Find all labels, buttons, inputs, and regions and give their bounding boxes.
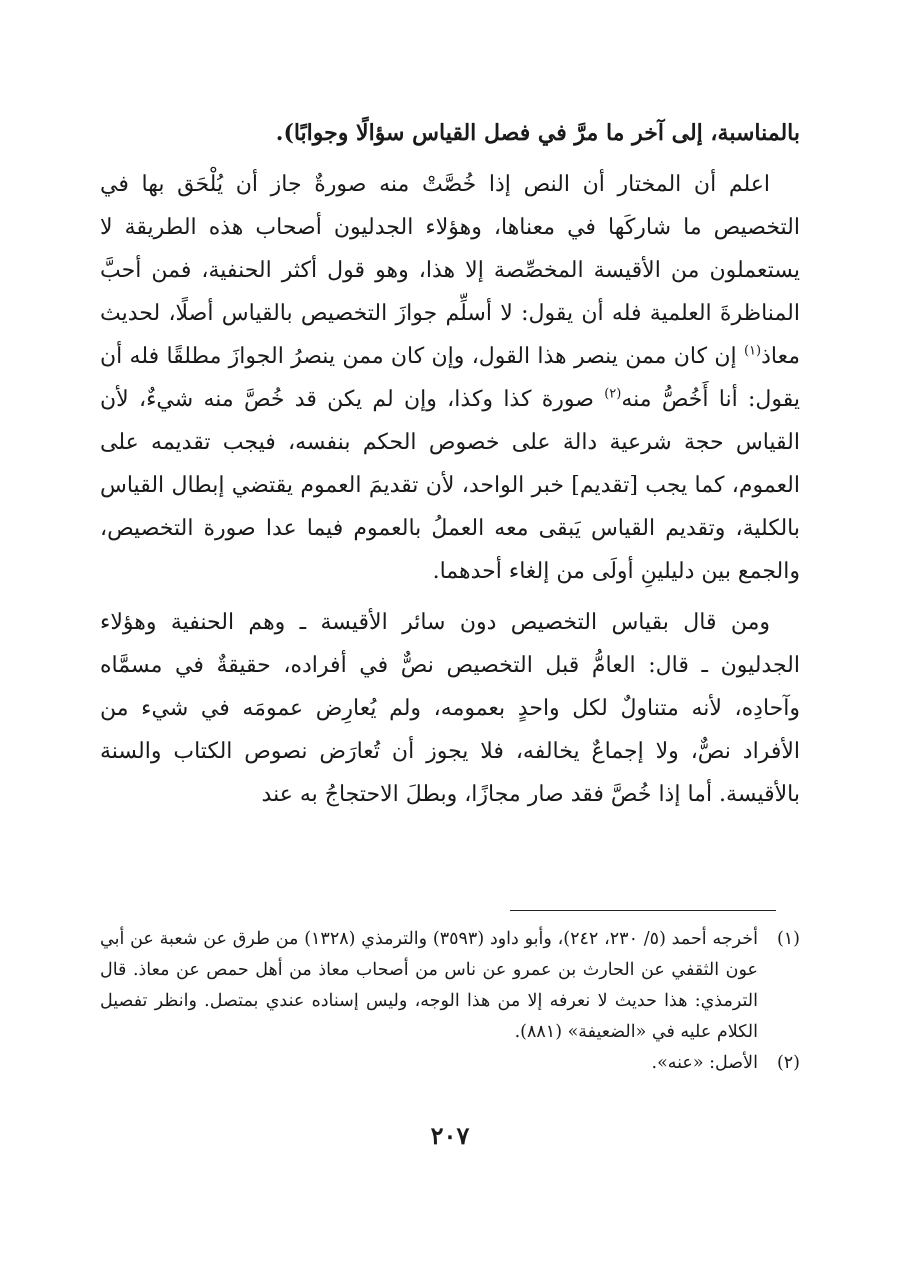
footnote-1-text: أخرجه أحمد (٥/ ٢٣٠، ٢٤٢)، وأبو داود (٣٥٩٣) والترمذي (١٣٢٨) من طرق عن شعبة عن أبي عون الثقفي عن الحارث بن عمرو عن ناس من أصحاب معاذ من أهل حمص عن معاذ. قال الترمذي: هذا حديث لا نعرفه إلا من هذا الوجه، وليس إسناده عندي بمتصل. وانظر تفصيل الكلام عليه في «الضعيفة» (٨٨١). bbox=[100, 929, 758, 1042]
main-text bbox=[100, 112, 800, 824]
paragraph-3 bbox=[100, 601, 800, 816]
paragraph-2 bbox=[100, 163, 800, 593]
footnote-ref-2: (٢) bbox=[604, 386, 622, 402]
paragraph-continuation bbox=[100, 112, 800, 155]
footnote-2-number: (٢) bbox=[776, 1053, 800, 1073]
footnote-2-text: الأصل: «عنه». bbox=[651, 1053, 758, 1073]
paragraph-1-text: بالمناسبة، إلى آخر ما مرَّ في فصل القياس سؤالًا وجوابًا). bbox=[275, 120, 800, 146]
paragraph-3-text: ومن قال بقياس التخصيص دون سائر الأقيسة ـ وهم الحنفية وهؤلاء الجدليون ـ قال: العامُّ قبل التخصيص نصٌّ في أفراده، حقيقةٌ في مسمَّاه وآحادِه، لأنه متناولٌ لكل واحدٍ بعمومه، ولم يُعارِض عمومَه في شيء من الأفراد نصٌّ، ولا إجماعٌ يخالفه، فلا يجوز أن تُعارَض نصوص الكتاب والسنة بالأقيسة. أما إذا خُصَّ فقد صار مجازًا، وبطلَ الاحتجاجُ به عند bbox=[100, 610, 800, 807]
footnote-1-number: (١) bbox=[776, 929, 800, 949]
paragraph-2-part-2: إن كان ممن ينصر هذا القول، وإن كان ممن ينصرُ الجوازَ مطلقًا فله أن يقول: أنا أَخُصُّ منه bbox=[100, 344, 800, 412]
footnote-separator bbox=[510, 910, 776, 911]
paragraph-2-part-1: اعلم أن المختار أن النص إذا خُصَّتْ منه صورةٌ جاز أن يُلْحَق بها في التخصيص ما شاركَها في معناها، وهؤلاء الجدليون أصحاب هذه الطريقة لا يستعملون من الأقيسة المخصِّصة إلا هذا، وهو قول أكثر الحنفية، فمن أحبَّ المناظرةَ العلمية فله أن يقول: لا أسلِّم جوازَ التخصيص بالقياس أصلًا، لحديث معاذ bbox=[100, 172, 800, 369]
footnote-1 bbox=[100, 924, 800, 1048]
footnote-2 bbox=[100, 1048, 800, 1079]
paragraph-2-part-3: صورة كذا وكذا، وإن لم يكن قد خُصَّ منه شيءٌ، لأن القياس حجة شرعية دالة على خصوص الحكم بنفسه، فيجب تقديمه على العموم، كما يجب [تقديم] خبر الواحد، لأن تقديمَ العموم يقتضي إبطال القياس بالكلية، وتقديم القياس يَبقى معه العملُ بالعموم فيما عدا صورة التخصيص، والجمع بين دليلينِ أولَى من إلغاء أحدهما. bbox=[100, 387, 800, 584]
footnote-ref-1: (١) bbox=[743, 343, 762, 359]
page-number: ٢٠٧ bbox=[430, 1121, 470, 1150]
footnotes bbox=[100, 924, 800, 1079]
